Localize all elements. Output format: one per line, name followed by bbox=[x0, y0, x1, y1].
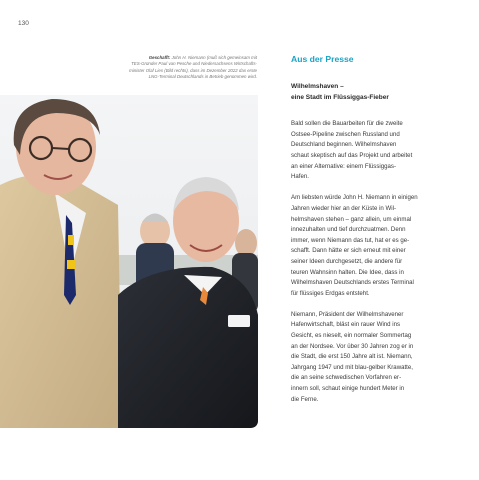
headline-line: eine Stadt im Flüssiggas-Fieber bbox=[291, 93, 389, 101]
text-line: an einer Alternative: einem Flüssiggas- bbox=[291, 162, 397, 170]
text-line: Niemann, Präsident der Wilhelmshavener bbox=[291, 310, 404, 318]
section-title: Aus der Presse bbox=[291, 54, 354, 64]
text-line: schafft. Dann hätte er sich erneut mit einer bbox=[291, 247, 406, 255]
text-line: innezuhalten und tief durchzuatmen. Denn bbox=[291, 226, 406, 234]
text-line: Ostsee-Pipeline zwischen Russland und bbox=[291, 130, 400, 138]
text-line: Hafen. bbox=[291, 173, 309, 181]
caption-line: LNG-Terminal Deutschlands in Betrieb genommen wird. bbox=[148, 73, 257, 79]
photo-caption bbox=[92, 55, 257, 80]
paragraph bbox=[291, 119, 451, 183]
text-line: Deutschland beginnen. Wilhelmshaven bbox=[291, 141, 397, 149]
text-line: immer, wenn Niemann das tut, hat er es ge- bbox=[291, 236, 410, 244]
text-line: an der Nordsee. Vor über 30 Jahren zog er in bbox=[291, 342, 414, 350]
page-number: 130 bbox=[18, 20, 29, 27]
paragraph bbox=[291, 310, 451, 405]
caption-line: John H. Niemann (muß sich gemeinsam mit bbox=[171, 55, 257, 60]
text-line: innern soll, schaut einige hundert Meter in bbox=[291, 385, 405, 393]
text-line: die an seine schwedischen Vorfahren er- bbox=[291, 374, 402, 382]
text-line: Jahren wieder hier an der Küste in Wil- bbox=[291, 204, 396, 212]
text-line: seiner Ideen durchgesetzt, die andere für bbox=[291, 257, 403, 265]
text-line: Jahrgang 1947 und mit blau-gelber Krawatte, bbox=[291, 363, 413, 371]
text-line: teuren Wahnsinn halten. Die Idee, dass in bbox=[291, 268, 404, 276]
text-line: Wilhelmshaven Deutschlands erstes Terminal bbox=[291, 279, 414, 287]
text-line: für flüssiges Erdgas entsteht. bbox=[291, 289, 370, 297]
headline-line: Wilhelmshaven – bbox=[291, 83, 344, 90]
text-line: Gesicht, es nieselt, ein normaler Sommertag bbox=[291, 332, 412, 340]
text-line: Bald sollen die Bauarbeiten für die zweite bbox=[291, 120, 403, 128]
article-column bbox=[291, 54, 451, 416]
text-line: die Ferne. bbox=[291, 395, 319, 403]
caption-label: Geschafft: bbox=[148, 55, 171, 60]
text-line: schaut skeptisch auf das Projekt und arbeitet bbox=[291, 151, 413, 159]
press-photo bbox=[0, 95, 258, 428]
text-line: Am liebsten würde John H. Niemann in einigen bbox=[291, 194, 418, 202]
caption-line: minister Olaf Lies (Bild rechts), dass im Dezember 2022 das erste bbox=[129, 67, 257, 73]
paragraph bbox=[291, 193, 451, 299]
caption-line: TES-Gründer Paul van Pesche und Niedersachsens Wirtschafts- bbox=[131, 61, 257, 67]
text-line: helmshaven stehen – ganz allein, um einmal bbox=[291, 215, 412, 223]
article-headline bbox=[291, 82, 451, 103]
text-line: Hafenwirtschaft, bläst ein rauer Wind ins bbox=[291, 321, 401, 329]
text-line: die Stadt, die erst 150 Jahre alt ist. Niemann, bbox=[291, 353, 413, 361]
